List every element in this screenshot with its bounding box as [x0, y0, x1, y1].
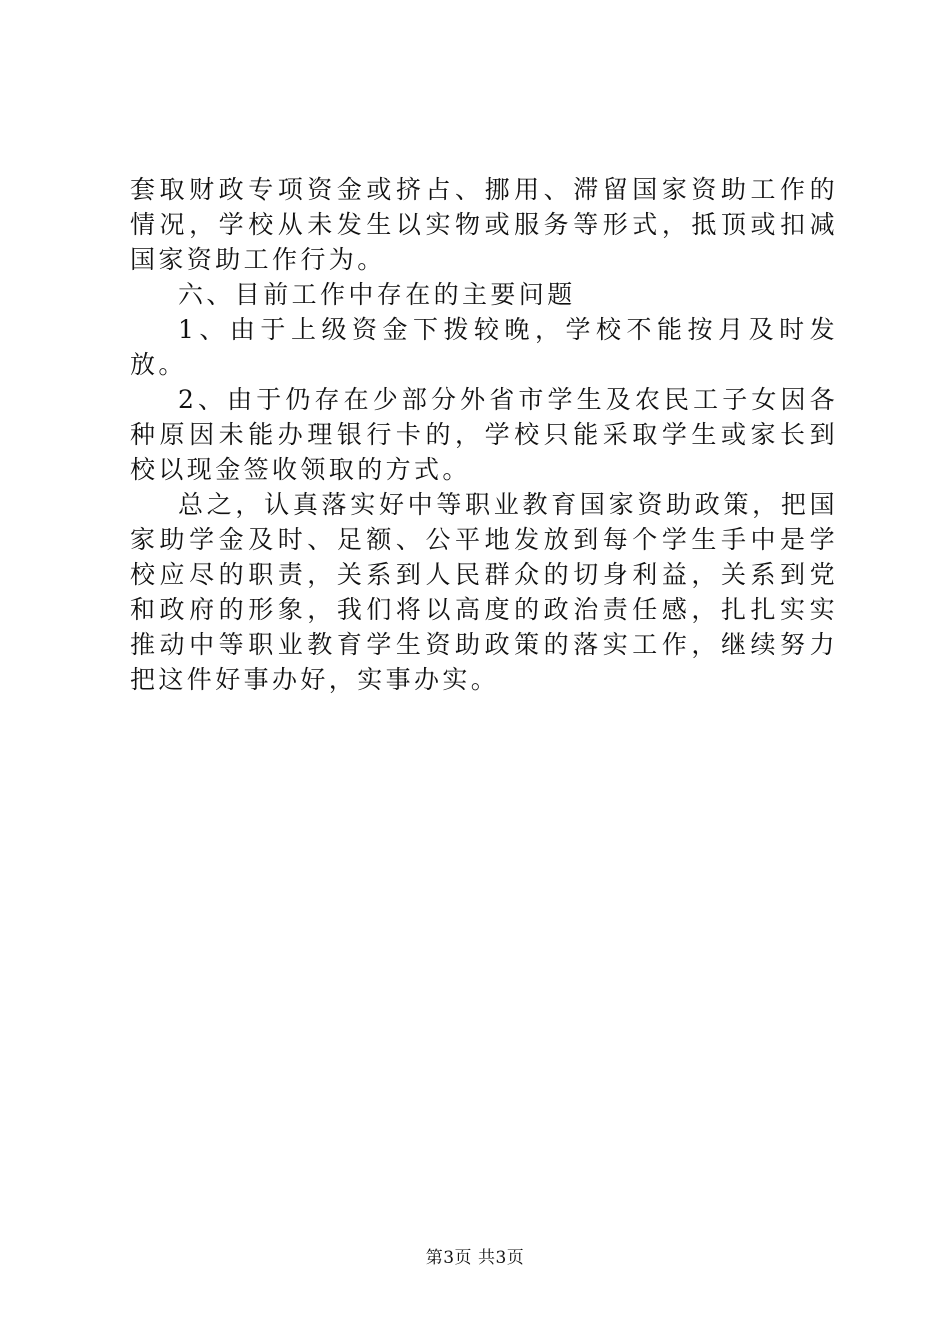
- paragraph-continuation: 套取财政专项资金或挤占、挪用、滞留国家资助工作的情况，学校从未发生以实物或服务等形式，抵顶或扣减国家资助工作行为。: [130, 175, 838, 274]
- section-heading-problems: 六、目前工作中存在的主要问题: [178, 280, 576, 309]
- problem-item-2: 2、由于仍存在少部分外省市学生及农民工子女因各种原因未能办理银行卡的，学校只能采取学生或家长到校以现金签收领取的方式。: [130, 385, 838, 484]
- page-footer: 第3页 共3页: [425, 1248, 525, 1268]
- problem-item-1: 1、由于上级资金下拨较晚，学校不能按月及时发放。: [130, 315, 838, 379]
- document-body: [130, 172, 838, 697]
- paragraph-conclusion: 总之，认真落实好中等职业教育国家资助政策，把国家助学金及时、足额、公平地发放到每个学生手中是学校应尽的职责，关系到人民群众的切身利益，关系到党和政府的形象，我们将以高度的政治责任感，扎扎实实推动中等职业教育学生资助政策的落实工作，继续努力把这件好事办好，实事办实。: [130, 490, 838, 694]
